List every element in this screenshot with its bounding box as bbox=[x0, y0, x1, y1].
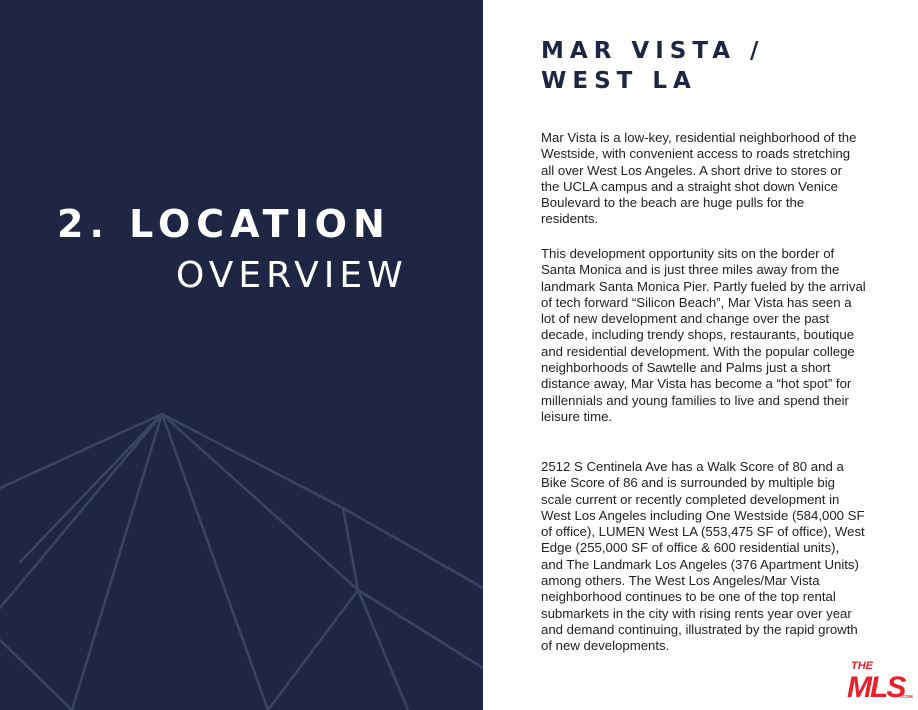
title-line: MAR VISTA / bbox=[541, 38, 765, 64]
text-line: lot of new development and change over the past bbox=[541, 311, 830, 327]
text-line: This development opportunity sits on the border of bbox=[541, 246, 835, 261]
text-line: Mar Vista is a low-key, residential neighborhood of the bbox=[541, 130, 857, 145]
the-mls-logo bbox=[845, 658, 913, 702]
paragraph-intro bbox=[541, 130, 891, 228]
page-title bbox=[541, 36, 764, 96]
text-line: of office), LUMEN West LA (553,475 SF of office), West bbox=[541, 524, 865, 540]
logo-the-text: THE bbox=[851, 660, 873, 672]
text-line: Santa Monica and is just three miles away from the bbox=[541, 262, 840, 278]
text-line: landmark Santa Monica Pier. Partly fueled by the arrival bbox=[541, 278, 866, 294]
paragraph-development bbox=[541, 246, 891, 425]
text-line: and The Landmark Los Angeles (376 Apartment Units) bbox=[541, 556, 859, 572]
text-line: West Los Angeles including One Westside (584,000 SF bbox=[541, 507, 865, 523]
text-line: Westside, with convenient access to roads stretching bbox=[541, 146, 851, 162]
text-line: submarkets in the city with rising rents year over year bbox=[541, 605, 852, 621]
text-line: neighborhoods of Sawtelle and Palms just a short bbox=[541, 360, 831, 376]
text-line: Edge (255,000 SF of office & 600 residential units), bbox=[541, 540, 840, 556]
text-line: leisure time. bbox=[541, 408, 613, 424]
text-line: among others. The West Los Angeles/Mar Vista bbox=[541, 573, 820, 589]
section-number-heading: 2. LOCATION bbox=[57, 202, 391, 246]
right-panel bbox=[483, 0, 918, 710]
logo-mls-text: MLS bbox=[847, 671, 905, 702]
text-line: Bike Score of 86 and is surrounded by multiple big bbox=[541, 475, 835, 491]
text-line: of tech forward “Silicon Beach”, Mar Vista has seen a bbox=[541, 294, 852, 310]
section-word-heading: OVERVIEW bbox=[176, 255, 408, 296]
text-line: the UCLA campus and a straight shot down Venice bbox=[541, 178, 838, 194]
text-line: millennials and young families to live and spend their bbox=[541, 392, 849, 408]
title-line: WEST LA bbox=[541, 68, 697, 94]
text-line: distance away, Mar Vista has become a “hot spot” for bbox=[541, 376, 852, 392]
text-line: and demand continuing, illustrated by the rapid growth bbox=[541, 621, 858, 637]
text-line: scale current or recently completed development in bbox=[541, 491, 840, 507]
text-line: residents. bbox=[541, 211, 599, 227]
text-line: neighborhood continues to be one of the top rental bbox=[541, 589, 836, 605]
text-line: Boulevard to the beach are huge pulls for the bbox=[541, 195, 805, 211]
paragraph-walk-score bbox=[541, 459, 891, 655]
text-line: of new developments. bbox=[541, 638, 670, 654]
text-line: and residential development. With the popular college bbox=[541, 343, 855, 359]
text-line: all over West Los Angeles. A short drive to stores or bbox=[541, 162, 843, 178]
text-line: 2512 S Centinela Ave has a Walk Score of 80 and a bbox=[541, 459, 844, 474]
text-line: decade, including trendy shops, restaurants, boutique bbox=[541, 327, 855, 343]
logo-suffix-text: .COM bbox=[901, 694, 913, 699]
